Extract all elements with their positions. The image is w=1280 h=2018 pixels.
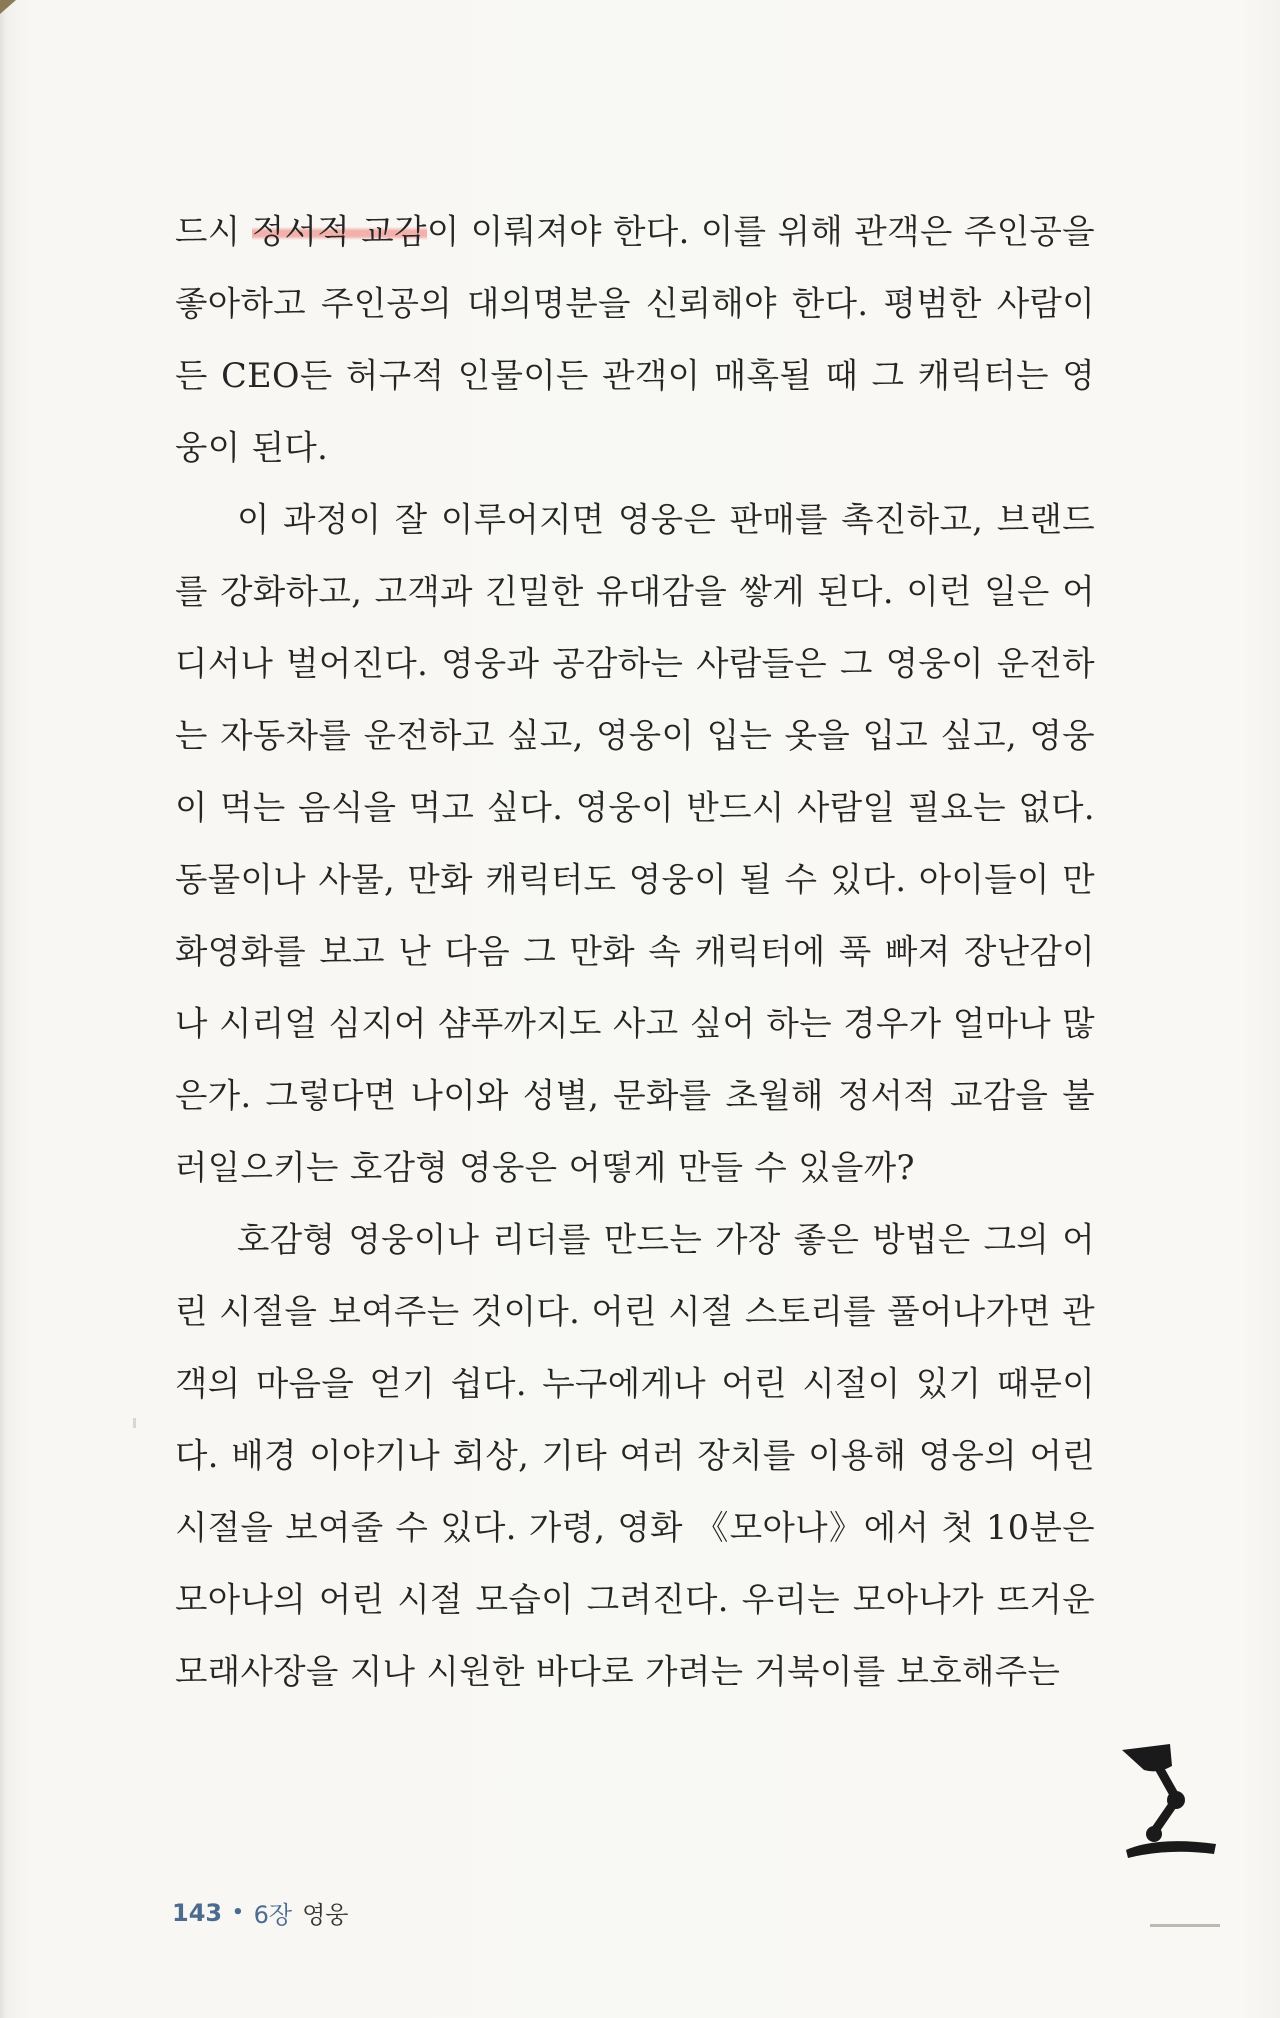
- page-gutter-shadow: [0, 0, 6, 2018]
- corner-mark: [0, 0, 16, 14]
- paragraph-2: 이 과정이 잘 이루어지면 영웅은 판매를 촉진하고, 브랜드를 강화하고, 고객과 긴밀한 유대감을 쌓게 된다. 이런 일은 어디서나 벌어진다. 영웅과 공감하는 사람들은 그 영웅이 운전하는 자동차를 운전하고 싶고, 영웅이 입는 옷을 입고 싶고, 영웅이 먹는 음식을 먹고 싶다. 영웅이 반드시 사람일 필요는 없다. 동물이나 사물, 만화 캐릭터도 영웅이 될 수 있다. 아이들이 만화영화를 보고 난 다음 그 만화 속 캐릭터에 푹 빠져 장난감이나 시리얼 심지어 샴푸까지도 사고 싶어 하는 경우가 얼마나 많은가. 그렇다면 나이와 성별, 문화를 초월해 정서적 교감을 불러일으키는 호감형 영웅은 어떻게 만들 수 있을까?: [175, 500, 1095, 1187]
- desk-lamp-icon: [1118, 1740, 1228, 1860]
- paragraph-1: [175, 196, 1095, 484]
- paragraph-3: 호감형 영웅이나 리더를 만드는 가장 좋은 방법은 그의 어린 시절을 보여주는 것이다. 어린 시절 스토리를 풀어나가면 관객의 마음을 얻기 쉽다. 누구에게나 어린 시절이 있기 때문이다. 배경 이야기나 회상, 기타 여러 장치를 이용해 영웅의 어린 시절을 보여줄 수 있다. 가령, 영화 《모아나》에서 첫 10분은 모아나의 어린 시절 모습이 그려진다. 우리는 모아나가 뜨거운 모래사장을 지나 시원한 바다로 가려는 거북이를 보호해주는: [175, 1220, 1095, 1691]
- chapter-title: 영웅: [302, 1901, 349, 1929]
- footer-separator: •: [232, 1902, 244, 1923]
- page-number: 143: [172, 1898, 223, 1927]
- page-footer: [172, 1895, 348, 1930]
- paragraph-1-start: 드시: [175, 212, 252, 251]
- page-speck: [133, 1418, 136, 1428]
- chapter-number: 6장: [253, 1901, 293, 1929]
- highlighted-phrase: 정서적 교감: [251, 212, 427, 251]
- paragraph-1-rest: 이 이뤄져야 한다. 이를 위해 관객은 주인공을 좋아하고 주인공의 대의명분을 신뢰해야 한다. 평범한 사람이든 CEO든 허구적 인물이든 관객이 매혹될 때 그 캐릭터는 영웅이 된다.: [175, 212, 1095, 467]
- footer-rule: [1150, 1924, 1220, 1927]
- body-text: [175, 196, 1095, 1708]
